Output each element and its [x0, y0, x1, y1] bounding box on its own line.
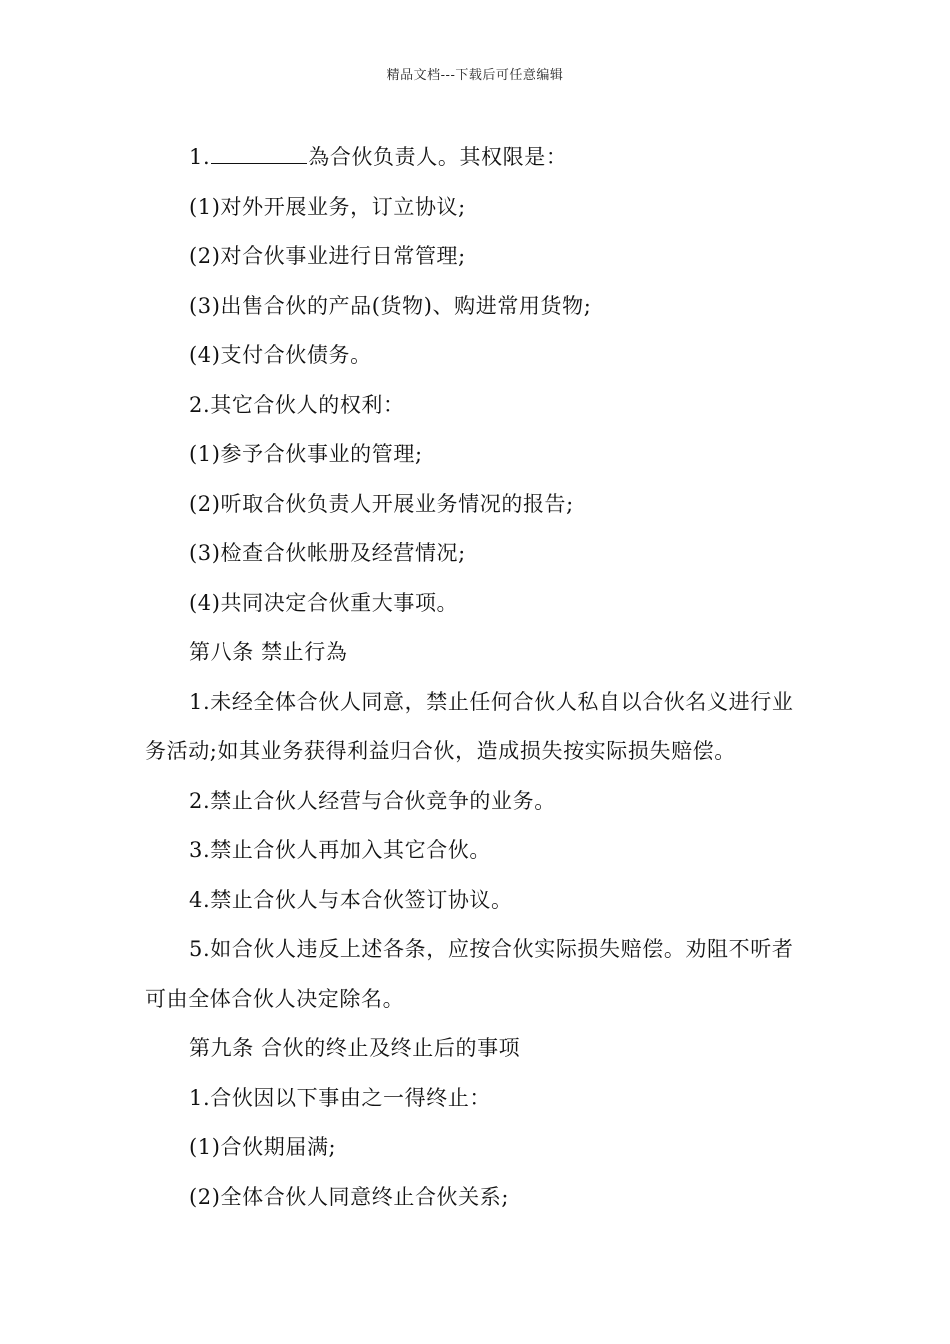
- paragraph: 2.其它合伙人的权利：: [189, 392, 405, 417]
- paragraph: (2)全体合伙人同意终止合伙关系;: [189, 1184, 510, 1209]
- fill-in-blank: [211, 145, 307, 164]
- paragraph-number: 1.: [189, 145, 211, 169]
- paragraph: (1)参予合伙事业的管理;: [189, 442, 423, 466]
- section-heading-article-9: 第九条 合伙的终止及终止后的事项: [189, 1036, 521, 1060]
- paragraph: (2)听取合伙负责人开展业务情况的报告;: [189, 491, 574, 516]
- paragraph: 1.未经全体合伙人同意，禁止任何合伙人私自以合伙名义进行业务活动;如其业务获得利益归合伙，造成损失按实际损失赔偿。: [145, 689, 794, 763]
- section-heading-article-8: 第八条 禁止行為: [189, 640, 348, 664]
- paragraph: 2.禁止合伙人经营与合伙竞争的业务。: [189, 788, 556, 813]
- paragraph-responsible-person: [145, 133, 810, 183]
- page-header: 精品文档---下载后可任意编辑: [386, 68, 564, 83]
- document-body: [145, 133, 810, 1222]
- paragraph: 4.禁止合伙人与本合伙签订协议。: [189, 887, 513, 912]
- paragraph: (3)出售合伙的产品(货物)、购进常用货物;: [189, 293, 592, 318]
- paragraph: (1)对外开展业务，订立协议;: [189, 194, 466, 219]
- paragraph: 1.合伙因以下事由之一得终止：: [189, 1085, 492, 1110]
- paragraph: 5.如合伙人违反上述各条，应按合伙实际损失赔偿。劝阻不听者可由全体合伙人决定除名。: [145, 937, 794, 1011]
- paragraph: (3)检查合伙帐册及经营情况;: [189, 541, 466, 565]
- paragraph: (4)支付合伙债务。: [189, 343, 372, 367]
- paragraph: 3.禁止合伙人再加入其它合伙。: [189, 838, 492, 862]
- paragraph: (4)共同决定合伙重大事项。: [189, 590, 459, 615]
- paragraph-text: 為合伙负责人。其权限是：: [308, 145, 568, 169]
- paragraph: (2)对合伙事业进行日常管理;: [189, 244, 466, 268]
- paragraph: (1)合伙期届满;: [189, 1135, 337, 1159]
